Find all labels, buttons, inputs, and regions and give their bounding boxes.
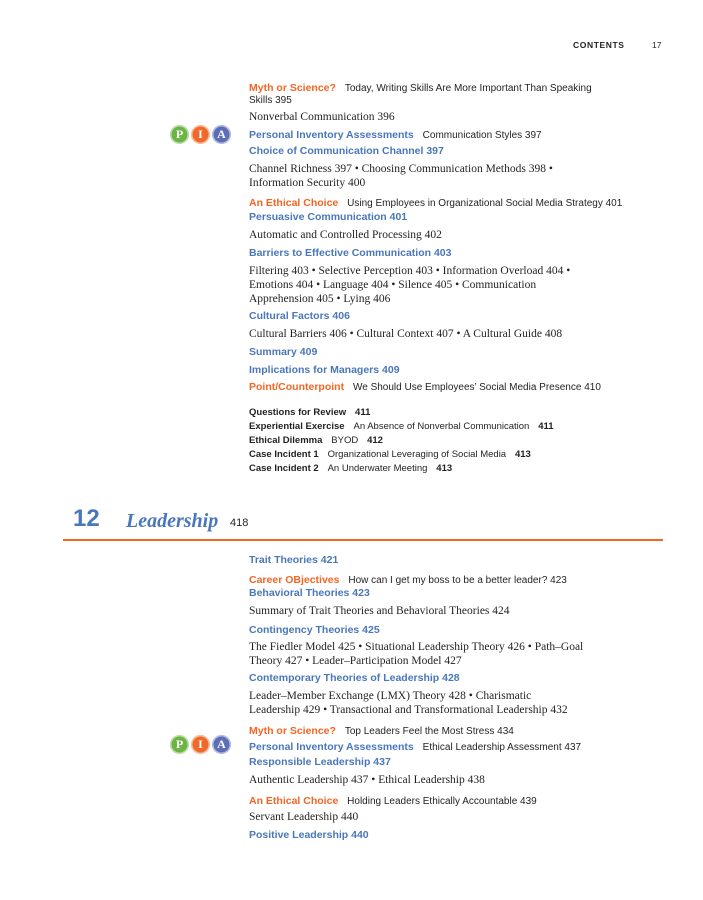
point-counterpoint-entry[interactable] [249,379,601,395]
chapter-number: 12 [73,505,100,532]
toc-heading[interactable]: Contingency Theories 425 [249,624,380,636]
feature-label: Myth or Science? [249,82,336,94]
feature-text: We Should Use Employees’ Social Media Presence 410 [352,382,601,393]
feature-text-continued: Skills 395 [249,95,292,106]
chapter-title[interactable]: Leadership [126,510,219,532]
pia-icon [170,125,231,144]
feature-label: Myth or Science? [249,725,336,737]
toc-heading[interactable]: Choice of Communication Channel 397 [249,145,444,157]
feature-text: How can I get my boss to be a better leader? 423 [348,575,567,586]
toc-subentry[interactable]: Automatic and Controlled Processing 402 [249,229,442,241]
feature-label: An Ethical Choice [249,795,339,807]
page-number: 17 [652,40,662,50]
feature-text: Top Leaders Feel the Most Stress 434 [344,726,514,737]
feature-label: Career OBjectives [249,574,340,586]
feature-text: Ethical Leadership Assessment 437 [422,742,582,753]
ethical-choice-entry[interactable] [249,793,537,809]
toc-heading[interactable]: Barriers to Effective Communication 403 [249,247,452,259]
chapter-page: 418 [230,517,249,529]
toc-subentry[interactable]: Cultural Barriers 406 • Cultural Context 407 • A Cultural Guide 408 [249,328,563,340]
toc-heading[interactable]: Contemporary Theories of Leadership 428 [249,672,460,684]
end-matter-entry[interactable]: Case Incident 2 An Underwater Meeting 413 [249,463,453,474]
toc-heading[interactable]: Summary 409 [249,346,318,358]
pia-p-icon: P [170,735,189,754]
pia-entry[interactable] [249,739,581,755]
toc-subentry[interactable]: Servant Leadership 440 [249,811,359,823]
myth-science-entry[interactable] [249,723,514,739]
pia-p-icon: P [170,125,189,144]
running-header-label: CONTENTS [573,40,625,50]
toc-heading[interactable]: Implications for Managers 409 [249,364,400,376]
chapter-divider [63,539,663,541]
toc-heading[interactable]: Trait Theories 421 [249,554,339,566]
feature-text: Holding Leaders Ethically Accountable 439 [347,796,537,807]
toc-subentry[interactable]: The Fiedler Model 425 • Situational Leadership Theory 426 • Path–Goal [249,641,584,653]
toc-subentry[interactable]: Leader–Member Exchange (LMX) Theory 428 • Charismatic [249,690,532,702]
pia-a-icon: A [212,125,231,144]
toc-subentry[interactable]: Information Security 400 [249,177,366,189]
end-matter-entry[interactable]: Case Incident 1 Organizational Leveraging of Social Media 413 [249,449,531,460]
pia-icon [170,735,231,754]
toc-heading[interactable]: Responsible Leadership 437 [249,756,391,768]
toc-subentry[interactable]: Leadership 429 • Transactional and Transformational Leadership 432 [249,704,568,716]
feature-text: Today, Writing Skills Are More Important Than Speaking [344,83,592,94]
feature-label: Personal Inventory Assessments [249,129,414,141]
myth-science-entry[interactable] [249,80,592,96]
feature-label: Personal Inventory Assessments [249,741,414,753]
pia-i-icon: I [191,735,210,754]
pia-a-icon: A [212,735,231,754]
toc-subentry[interactable]: Theory 427 • Leader–Participation Model 427 [249,655,462,667]
feature-label: Point/Counterpoint [249,381,345,393]
pia-entry[interactable] [249,127,542,143]
toc-heading[interactable]: Cultural Factors 406 [249,310,350,322]
toc-subentry[interactable]: Channel Richness 397 • Choosing Communication Methods 398 • [249,163,553,175]
toc-subentry[interactable]: Emotions 404 • Language 404 • Silence 405 • Communication [249,279,537,291]
end-matter-entry[interactable]: Ethical Dilemma BYOD 412 [249,435,383,446]
feature-label: An Ethical Choice [249,197,339,209]
end-matter-entry[interactable]: Experiential Exercise An Absence of Nonverbal Communication 411 [249,421,554,432]
toc-subentry[interactable]: Nonverbal Communication 396 [249,111,395,123]
ethical-choice-entry[interactable] [249,195,622,211]
toc-heading[interactable]: Positive Leadership 440 [249,829,369,841]
pia-i-icon: I [191,125,210,144]
toc-subentry[interactable]: Authentic Leadership 437 • Ethical Leadership 438 [249,774,485,786]
toc-heading[interactable]: Behavioral Theories 423 [249,587,370,599]
toc-heading[interactable]: Persuasive Communication 401 [249,211,408,223]
end-matter-entry[interactable]: Questions for Review 411 [249,407,371,418]
toc-subentry[interactable]: Filtering 403 • Selective Perception 403 • Information Overload 404 • [249,265,571,277]
toc-subentry[interactable]: Apprehension 405 • Lying 406 [249,293,391,305]
feature-text: Communication Styles 397 [422,130,542,141]
toc-subentry[interactable]: Summary of Trait Theories and Behavioral Theories 424 [249,605,510,617]
feature-text: Using Employees in Organizational Social Media Strategy 401 [347,198,623,209]
